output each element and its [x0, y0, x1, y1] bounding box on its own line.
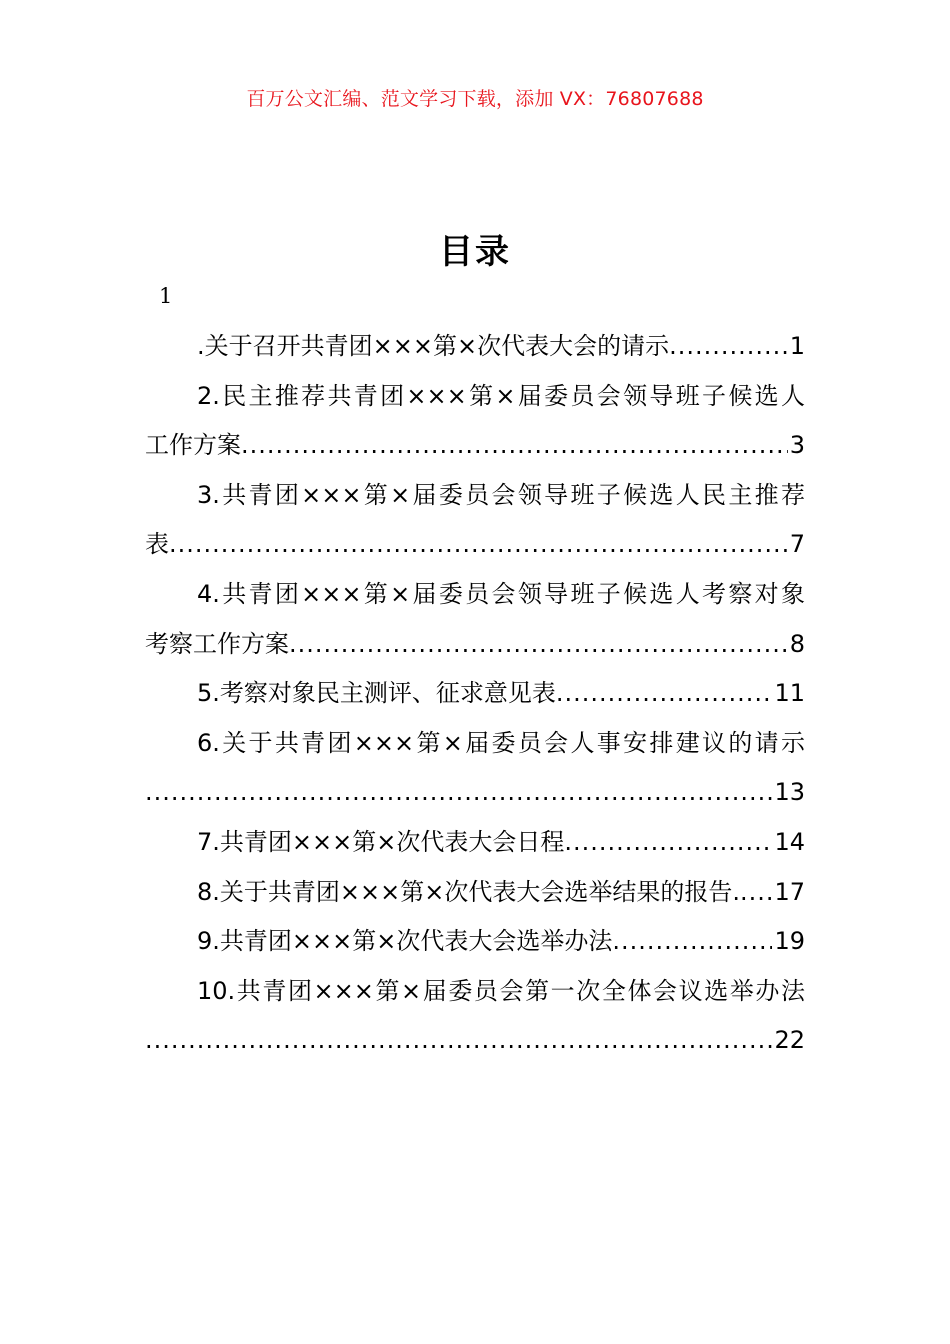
toc-entry-title: .关于召开共青团×××第×次代表大会的请示: [197, 332, 670, 360]
toc-entry-title-continued: 表: [145, 530, 169, 559]
toc-entry-4-continued[interactable]: [145, 620, 805, 670]
toc-entry-page: 19: [774, 927, 805, 956]
toc-entry-title-continued: 考察工作方案: [145, 629, 289, 658]
toc-entry-10-continued[interactable]: [145, 1016, 805, 1066]
toc-entry-title: 3.共青团×××第×届委员会领导班子候选人民主推荐: [197, 480, 805, 509]
toc-entry-6[interactable]: [145, 719, 805, 769]
dot-leader: [289, 620, 788, 670]
dot-leader: [145, 768, 772, 818]
toc-entry-page: 8: [789, 629, 805, 658]
toc-entry-title: 7.共青团×××第×次代表大会日程: [197, 827, 565, 856]
toc-entry-page: 22: [774, 1026, 805, 1055]
header-download-note: 百万公文汇编、范文学习下载，添加 VX：76807688: [246, 88, 704, 110]
toc-entry-title: 8.关于共青团×××第×次代表大会选举结果的报告.: [197, 877, 740, 906]
toc-entry-3-continued[interactable]: [145, 520, 805, 570]
toc-entry-page: 7: [789, 530, 805, 559]
toc-entry-page: 1: [789, 332, 805, 360]
toc-entry-page: 3: [789, 431, 805, 460]
toc-entry-2-continued[interactable]: [145, 421, 805, 471]
toc-entry-page: 11: [774, 679, 805, 708]
toc-entry-3[interactable]: [145, 471, 805, 521]
toc-entry-2[interactable]: [145, 372, 805, 422]
toc-entry-9[interactable]: [145, 917, 805, 967]
dot-leader: [145, 1016, 772, 1066]
toc-entry-7[interactable]: [145, 818, 805, 868]
toc-entry-title: 9.共青团×××第×次代表大会选举办法: [197, 927, 613, 956]
toc-entry-page: 17: [774, 877, 805, 906]
toc-entry-title: 10.共青团×××第×届委员会第一次全体会议选举办法: [197, 976, 805, 1005]
toc-entry-page: 13: [774, 778, 805, 807]
dot-leader: [669, 322, 788, 372]
toc-entry-page: 14: [774, 827, 805, 856]
toc-entry-1[interactable]: [145, 322, 805, 372]
toc-entry-title: 6.关于共青团×××第×届委员会人事安排建议的请示: [197, 728, 805, 757]
dot-leader: [169, 520, 788, 570]
toc-entry-title: 2.民主推荐共青团×××第×届委员会领导班子候选人: [197, 381, 805, 410]
dot-leader: [241, 421, 788, 471]
page-title: 目录: [439, 232, 511, 272]
toc-entry-8[interactable]: [145, 868, 805, 918]
dot-leader: [564, 818, 772, 868]
table-of-contents: [145, 322, 805, 1066]
dot-leader: [740, 868, 772, 918]
toc-entry-title: 4.共青团×××第×届委员会领导班子候选人考察对象: [197, 579, 805, 608]
toc-entry-4[interactable]: [145, 570, 805, 620]
stray-number: 1: [159, 284, 173, 308]
toc-entry-title-continued: 工作方案: [145, 431, 241, 460]
toc-entry-10[interactable]: [145, 967, 805, 1017]
toc-entry-title: 5.考察对象民主测评、征求意见表: [197, 679, 556, 708]
dot-leader: [556, 669, 773, 719]
toc-entry-6-continued[interactable]: [145, 768, 805, 818]
dot-leader: [612, 917, 772, 967]
toc-entry-5[interactable]: [145, 669, 805, 719]
